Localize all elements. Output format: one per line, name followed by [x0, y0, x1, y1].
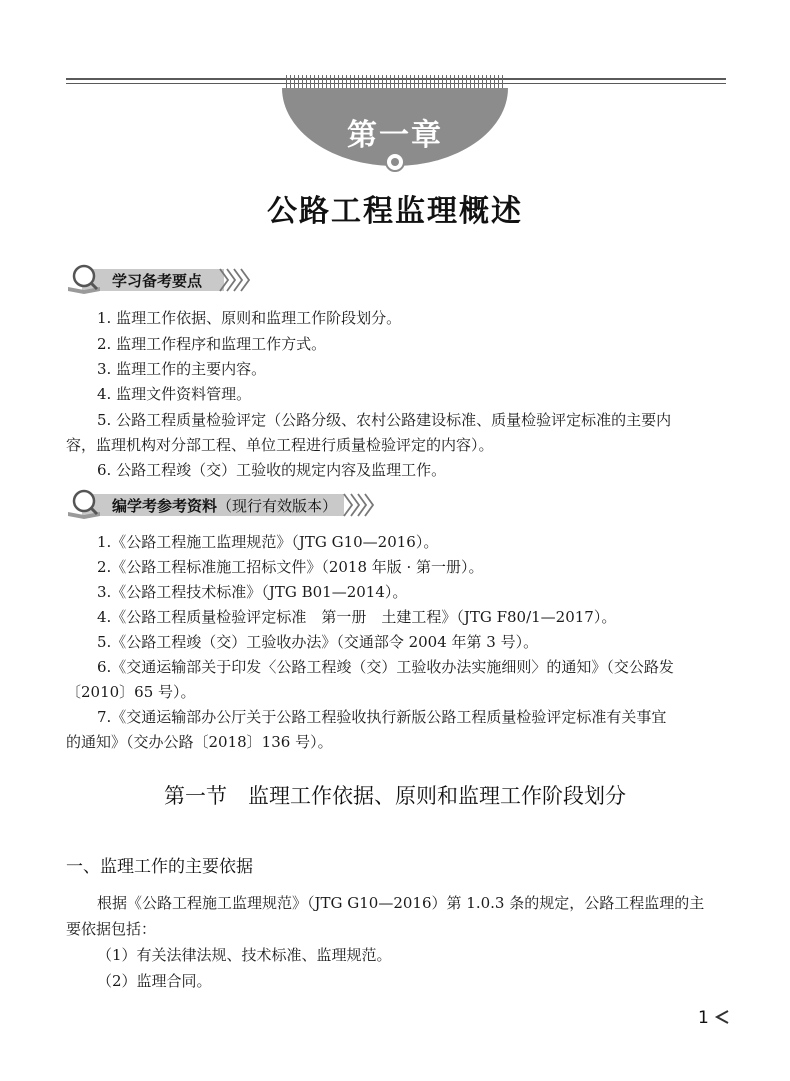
study-points-banner	[66, 263, 256, 295]
chapter-label: 第一章	[347, 118, 443, 153]
reference-item: 7.《交通运输部办公厅关于公路工程验收执行新版公路工程质量检验评定标准有关事宜	[97, 708, 667, 726]
study-point-item-cont: 容，监理机构对分部工程、单位工程进行质量检验评定的内容）。	[66, 436, 494, 454]
section-heading: 第一节 监理工作依据、原则和监理工作阶段划分	[164, 784, 626, 808]
references-heading	[112, 495, 337, 516]
top-rule	[66, 75, 726, 88]
paragraph-line: （2）监理合同。	[97, 972, 212, 990]
page-arrow-icon	[714, 1010, 730, 1024]
references-heading-main: 编学考参考资料	[112, 497, 218, 515]
page-number: 1	[698, 1008, 709, 1028]
reference-item: 6.《交通运输部关于印发〈公路工程竣（交）工验收办法实施细则〉的通知》（交公路发	[97, 658, 674, 676]
reference-item-cont: 〔2010〕65 号）。	[66, 683, 196, 701]
chapter-title: 公路工程监理概述	[267, 194, 523, 229]
reference-item: 4.《公路工程质量检验评定标准 第一册 土建工程》（JTG F80/1—2017）。	[97, 608, 617, 626]
study-point-item: 6. 公路工程竣（交）工验收的规定内容及监理工作。	[97, 461, 447, 479]
reference-item: 3.《公路工程技术标准》（JTG B01—2014）。	[97, 583, 408, 601]
reference-item: 5.《公路工程竣（交）工验收办法》（交通部令 2004 年第 3 号）。	[97, 633, 539, 651]
references-heading-note: （现行有效版本）	[217, 497, 338, 515]
study-point-item: 1. 监理工作依据、原则和监理工作阶段划分。	[97, 309, 402, 327]
study-point-item: 3. 监理工作的主要内容。	[97, 360, 267, 378]
magnifier-book-icon	[66, 488, 106, 520]
study-points-heading: 学习备考要点	[112, 272, 203, 290]
paragraph-line: （1）有关法律法规、技术标准、监理规范。	[97, 946, 392, 964]
chevrons-icon	[342, 492, 376, 518]
study-point-item: 5. 公路工程质量检验评定（公路分级、农村公路建设标准、质量检验评定标准的主要内	[97, 411, 672, 429]
chevrons-icon	[218, 267, 252, 293]
magnifier-book-icon	[66, 263, 106, 295]
paragraph-line: 根据《公路工程施工监理规范》（JTG G10—2016）第 1.0.3 条的规定，公路工程监理的主	[97, 894, 705, 912]
reference-item: 1.《公路工程施工监理规范》（JTG G10—2016）。	[97, 533, 439, 551]
references-banner	[66, 488, 386, 520]
reference-item-cont: 的通知》（交办公路〔2018〕136 号）。	[66, 733, 333, 751]
rule-ticks	[286, 75, 506, 88]
study-point-item: 4. 监理文件资料管理。	[97, 385, 252, 403]
study-point-item: 2. 监理工作程序和监理工作方式。	[97, 335, 327, 353]
reference-item: 2.《公路工程标准施工招标文件》（2018 年版 · 第一册）。	[97, 558, 484, 576]
paragraph-line: 要依据包括：	[66, 920, 157, 938]
subsection-heading: 一、监理工作的主要依据	[66, 857, 253, 877]
